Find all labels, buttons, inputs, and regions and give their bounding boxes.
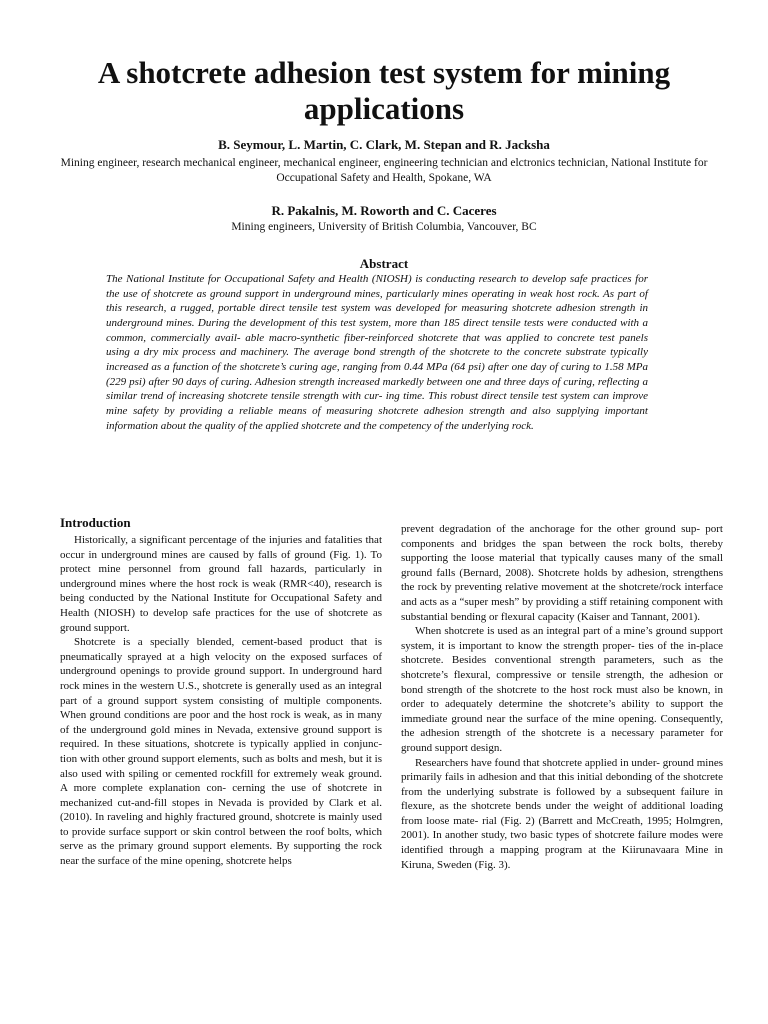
body-paragraph: Researchers have found that shotcrete applied in under- ground mines primarily fails in adhesion and that this initial debonding of the shotcrete from the underlying substrate is followed by a subsequent failure in flexure, as the shotcrete bends under the weight of additional loading from loose mate- rial (Fig. 2) (Barrett and McCreath, 1995; Holmgren, 2001). In another study, two basic types of shotcrete failure modes were identified through a mapping program at the Kiirunavaara Mine in Kiruna, Sweden (Fig. 3). [401,756,723,871]
author-list-secondary: R. Pakalnis, M. Roworth and C. Caceres [271,203,497,218]
affiliation-primary: Mining engineer, research mechanical engineer, mechanical engineer, engineering technician and elctronics technician, National Institute for Occupational Safety and Health, Spokane, WA [60,157,708,184]
abstract-text: The National Institute for Occupational Safety and Health (NIOSH) is conducting research to develop safe practices for the use of shotcrete as ground support in underground mines, particularly mines operating in weak host rock. As part of this research, a rugged, portable direct tensile test system was developed for measuring shotcrete adhesion strength in underground mines. During the development of this test system, more than 185 direct tensile tests were conducted with a common, commercially avail- able macro-synthetic fiber-reinforced shotcrete that was applied to concrete test panels using a dry mix process and machinery. The average bond strength of the shotcrete to the concrete substrate typically increased as a function of the shotcrete’s curing age, ranging from 0.44 MPa (64 psi) after one day of curing to 1.58 MPa (229 psi) after 90 days of curing. Adhesion strength increased markedly between one and three days of curing, reflecting a similar trend of increasing shotcrete tensile strength with cur- ing time. This robust direct tensile test system can improve mine safety by providing a reliable means of measuring shotcrete adhesion strength and also supplying important information about the quality of the applied shotcrete and the competency of the underlying rock. [106,273,648,432]
introduction-heading: Introduction [60,515,131,530]
body-paragraph: Historically, a significant percentage of the injuries and fatalities that occur in underground mines are caused by falls of ground (Fig. 1). To protect mine personnel from ground fall hazards, particularly in underground mines where the host rock is weak (RMR<40), research is being conducted by the National Institute for Occupational Safety and Health (NIOSH) to develop safe practices for the use of shotcrete as ground support. [60,534,382,634]
affiliation-secondary: Mining engineers, University of British Columbia, Vancouver, BC [231,221,537,233]
body-paragraph: Shotcrete is a specially blended, cement-based product that is pneumatically sprayed at a high velocity on the exposed surfaces of underground openings to provide ground support. In underground hard rock mines in the western U.S., shotcrete is generally used as an integral part of a ground support system consisting of multiple components. When ground conditions are poor and the host rock is weak, as in many of the underground gold mines in Nevada, extensive ground support is required. In these situations, shotcrete is typically applied in conjunc- tion with other ground support elements, such as bolts and mesh, but it is also used with spiling or cemented rockfill for extremely weak ground. A more complete explanation con- cerning the use of shotcrete in mechanized cut-and-fill stopes in Nevada is provided by Clark et al. (2010). In raveling and highly fractured ground, shotcrete is mainly used to provide surface support or skin control between the roof bolts, which serve as the primary ground support elements. By supporting the rock near the surface of the mine opening, shotcrete helps [60,636,382,868]
body-paragraph: When shotcrete is used as an integral part of a mine’s ground support system, it is important to know the strength proper- ties of the in-place shotcrete. Besides conventional strength parameters, such as the shotcrete’s flexural, compressive or tensile strength, the adhesion or bond strength of the shotcrete to the host rock must also be known, in order to adequately determine the shotcrete’s ability to support the immediate ground near the surface of the mine opening. Consequently, the adhesion strength of the shotcrete is a necessary parameter for ground support design. [401,625,723,754]
author-list-primary: B. Seymour, L. Martin, C. Clark, M. Stepan and R. Jacksha [218,137,550,152]
abstract-heading: Abstract [359,256,409,271]
body-column-left [60,515,382,869]
body-column-right [401,522,723,872]
paper-title: A shotcrete adhesion test system for mining applications [97,55,671,126]
body-paragraph: prevent degradation of the anchorage for the other ground sup- port components and bridges the span between the rock bolts, thereby supporting the loose material that typically causes many of the small ground falls (Bernard, 2008). Shotcrete holds by adhesion, strengthens the rock by preventing relative movement at the shotcrete/rock interface and acts as a “super mesh” by providing a stiff retaining component with substantial bending or flexural capacity (Kaiser and Tannant, 2001). [401,523,723,623]
